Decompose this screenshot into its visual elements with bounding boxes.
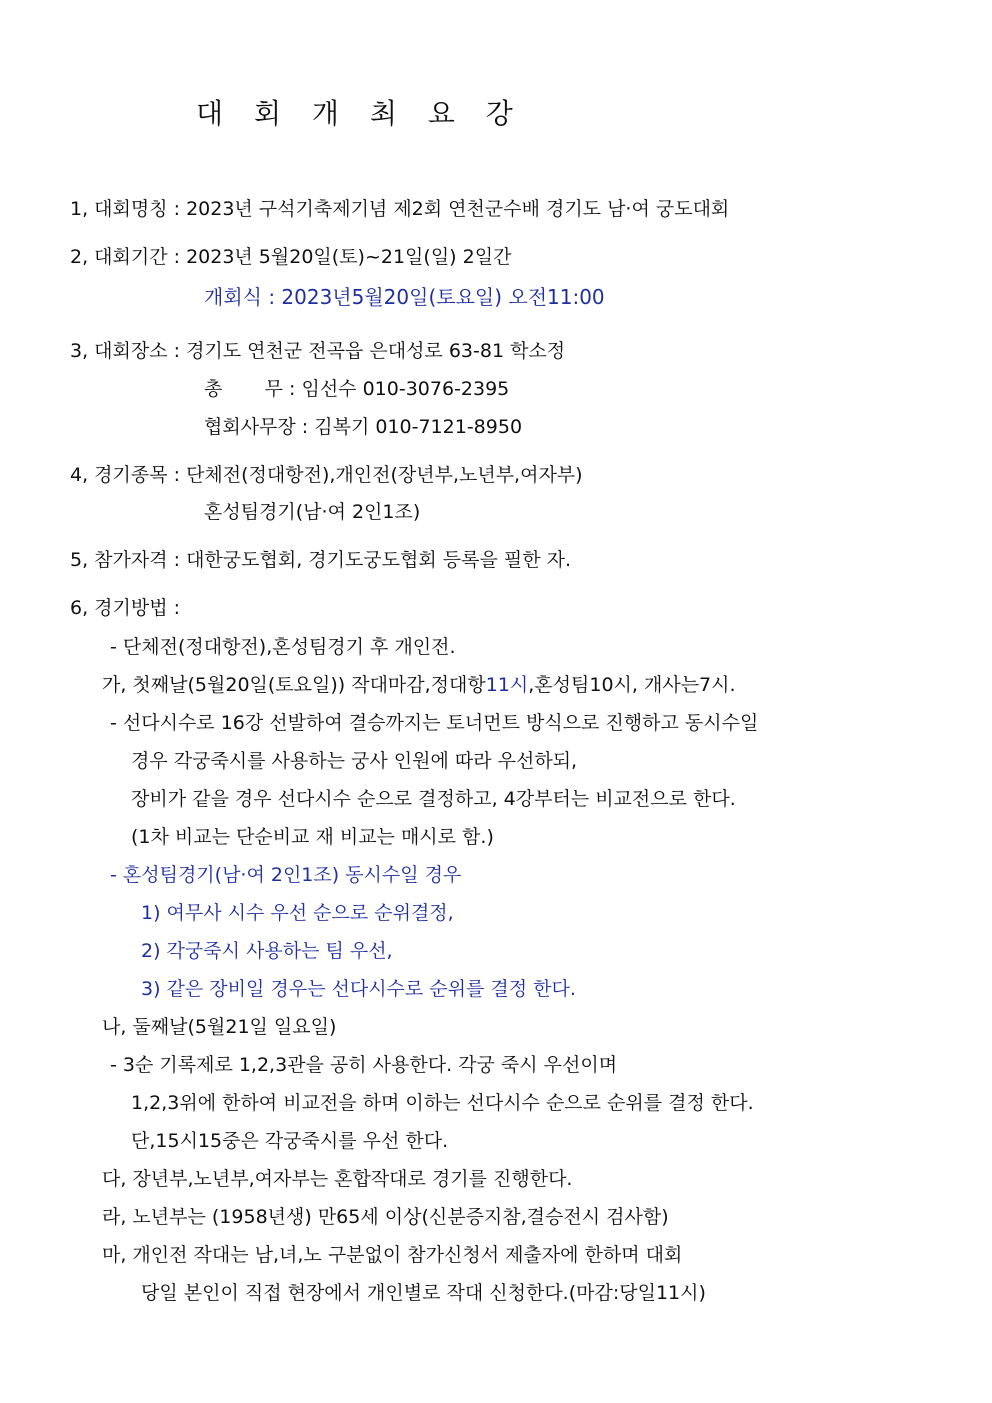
item-3-venue: 3, 대회장소 : 경기도 연천군 전곡읍 은대성로 63-81 학소정: [70, 340, 566, 362]
method-intro: - 단체전(정대항전),혼성팀경기 후 개인전.: [110, 636, 456, 658]
na-second-day: 나, 둘째날(5월21일 일요일): [102, 1016, 337, 1038]
item-2-event-period: 2, 대회기간 : 2023년 5월20일(토)~21일(일) 2일간: [70, 246, 512, 268]
ra-rule: 라, 노년부는 (1958년생) 만65세 이상(신분증지참,결승전시 검사함): [102, 1206, 669, 1228]
mixed-team-event: 혼성팀경기(남·여 2인1조): [204, 501, 421, 523]
item-6-method-header: 6, 경기방법 :: [70, 597, 181, 619]
ga-rule-line-2: 경우 각궁죽시를 사용하는 궁사 인원에 따라 우선하되,: [131, 750, 578, 772]
secretary-contact: 협회사무장 : 김복기 010-7121-8950: [204, 416, 523, 438]
na-rule-line-3: 단,15시15중은 각궁죽시를 우선 한다.: [131, 1130, 449, 1152]
general-affairs-contact: 총 무 : 임선수 010-3076-2395: [204, 378, 510, 400]
ma-rule-line-1: 마, 개인전 작대는 남,녀,노 구분없이 참가신청서 제출자에 한하며 대회: [102, 1244, 683, 1266]
ma-rule-line-2: 당일 본인이 직접 현장에서 개인별로 작대 신청한다.(마감:당일11시): [141, 1282, 706, 1304]
mixed-tie-header: - 혼성팀경기(남·여 2인1조) 동시수일 경우: [110, 864, 462, 886]
mixed-tie-rule-3: 3) 같은 장비일 경우는 선다시수로 순위를 결정 한다.: [141, 978, 576, 1000]
ga-rule-line-3: 장비가 같을 경우 선다시수 순으로 결정하고, 4강부터는 비교전으로 한다.: [131, 788, 736, 810]
item-4-events: 4, 경기종목 : 단체전(정대항전),개인전(장년부,노년부,여자부): [70, 464, 583, 486]
ga-rule-line-4: (1차 비교는 단순비교 재 비교는 매시로 함.): [131, 826, 494, 848]
na-rule-line-1: - 3순 기록제로 1,2,3관을 공히 사용한다. 각궁 죽시 우선이며: [110, 1054, 618, 1076]
ga-first-day-text: 가, 첫째날(5월20일(토요일)) 작대마감,정대항: [102, 674, 486, 696]
mixed-tie-rule-1: 1) 여무사 시수 우선 순으로 순위결정,: [141, 902, 454, 924]
document-title: 대 회 개 최 요 강: [196, 97, 524, 130]
ga-first-day-highlight: 11시: [485, 674, 529, 696]
item-5-eligibility: 5, 참가자격 : 대한궁도협회, 경기도궁도협회 등록을 필한 자.: [70, 549, 572, 571]
ga-first-day-text-end: ,혼성팀10시, 개사는7시.: [528, 674, 736, 696]
item-1-event-name: 1, 대회명칭 : 2023년 구석기축제기념 제2회 연천군수배 경기도 남·여 궁도대회: [70, 198, 730, 220]
ga-rule-line-1: - 선다시수로 16강 선발하여 결승까지는 토너먼트 방식으로 진행하고 동시수일: [110, 712, 759, 734]
da-rule: 다, 장년부,노년부,여자부는 혼합작대로 경기를 진행한다.: [102, 1168, 573, 1190]
mixed-tie-rule-2: 2) 각궁죽시 사용하는 팀 우선,: [141, 940, 393, 962]
opening-ceremony: 개회식 : 2023년5월20일(토요일) 오전11:00: [204, 285, 605, 309]
na-rule-line-2: 1,2,3위에 한하여 비교전을 하며 이하는 선다시수 순으로 순위를 결정 한다.: [131, 1092, 754, 1114]
ga-first-day: [102, 673, 736, 697]
